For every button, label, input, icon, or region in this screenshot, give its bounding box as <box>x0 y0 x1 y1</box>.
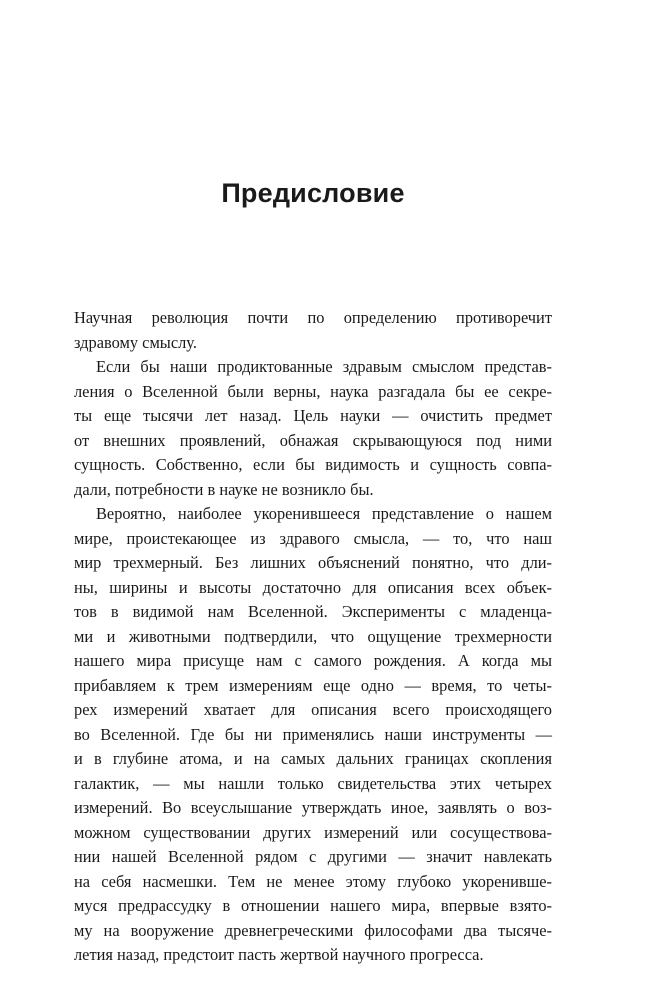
text-line: можном существовании других измерений или сосуществова- <box>74 822 552 842</box>
paragraph-2 <box>74 355 552 502</box>
text-line: ты еще тысячи лет назад. Цель науки — очистить предмет <box>74 406 552 425</box>
chapter-title: Предисловие <box>221 178 405 208</box>
text-line: Если бы наши продиктованные здравым смыслом представ- <box>96 357 552 376</box>
text-line: ми и животными подтвердили, что ощущение трехмерности <box>74 626 552 646</box>
text-line: рех измерений хватает для описания всего происходящего <box>74 700 552 719</box>
text-line: дали, потребности в науке не возникло бы. <box>74 479 374 499</box>
text-line: тов в видимой нам Вселенной. Эксперименты с младенца- <box>74 602 552 621</box>
text-line: нашего мира присуще нам с самого рождения. А когда мы <box>74 651 552 670</box>
text-line: измерений. Во всеуслышание утверждать иное, заявлять о воз- <box>74 798 552 817</box>
text-line: мире, проистекающее из здравого смысла, — то, что наш <box>74 528 552 548</box>
text-line: прибавляем к трем измерениям еще одно — время, то четы- <box>74 675 552 695</box>
text-line: от внешних проявлений, обнажая скрывающуюся под ними <box>74 430 552 450</box>
paragraph-3 <box>74 502 552 968</box>
text-line: во Вселенной. Где бы ни применялись наши инструменты — <box>74 724 552 744</box>
text-line: му на вооружение древнегреческими философами два тысяче- <box>74 920 552 940</box>
text-line: ления о Вселенной были верны, наука разгадала бы ее секре- <box>74 381 552 401</box>
text-line: Научная революция почти по определению противоречит <box>74 308 552 327</box>
text-line: ны, ширины и высоты достаточно для описания всех объек- <box>74 577 552 597</box>
text-line: нии нашей Вселенной рядом с другими — значит навлекать <box>74 847 552 866</box>
body-text <box>74 306 552 968</box>
text-line: муся предрассудку в отношении нашего мира, впервые взято- <box>74 896 552 915</box>
paragraph-1 <box>74 306 552 355</box>
text-line: на себя насмешки. Тем не менее этому глубоко укоренивше- <box>74 871 552 891</box>
text-line: галактик, — мы нашли только свидетельства этих четырех <box>74 773 552 793</box>
text-line: здравому смыслу. <box>74 332 197 352</box>
text-line: и в глубине атома, и на самых дальних границах скопления <box>74 749 552 768</box>
text-line: Вероятно, наиболее укоренившееся представление о нашем <box>96 504 552 523</box>
text-line: летия назад, предстоит пасть жертвой научного прогресса. <box>74 945 484 964</box>
text-line: мир трехмерный. Без лишних объяснений понятно, что дли- <box>74 553 552 572</box>
text-line: сущность. Собственно, если бы видимость и сущность совпа- <box>74 455 552 474</box>
